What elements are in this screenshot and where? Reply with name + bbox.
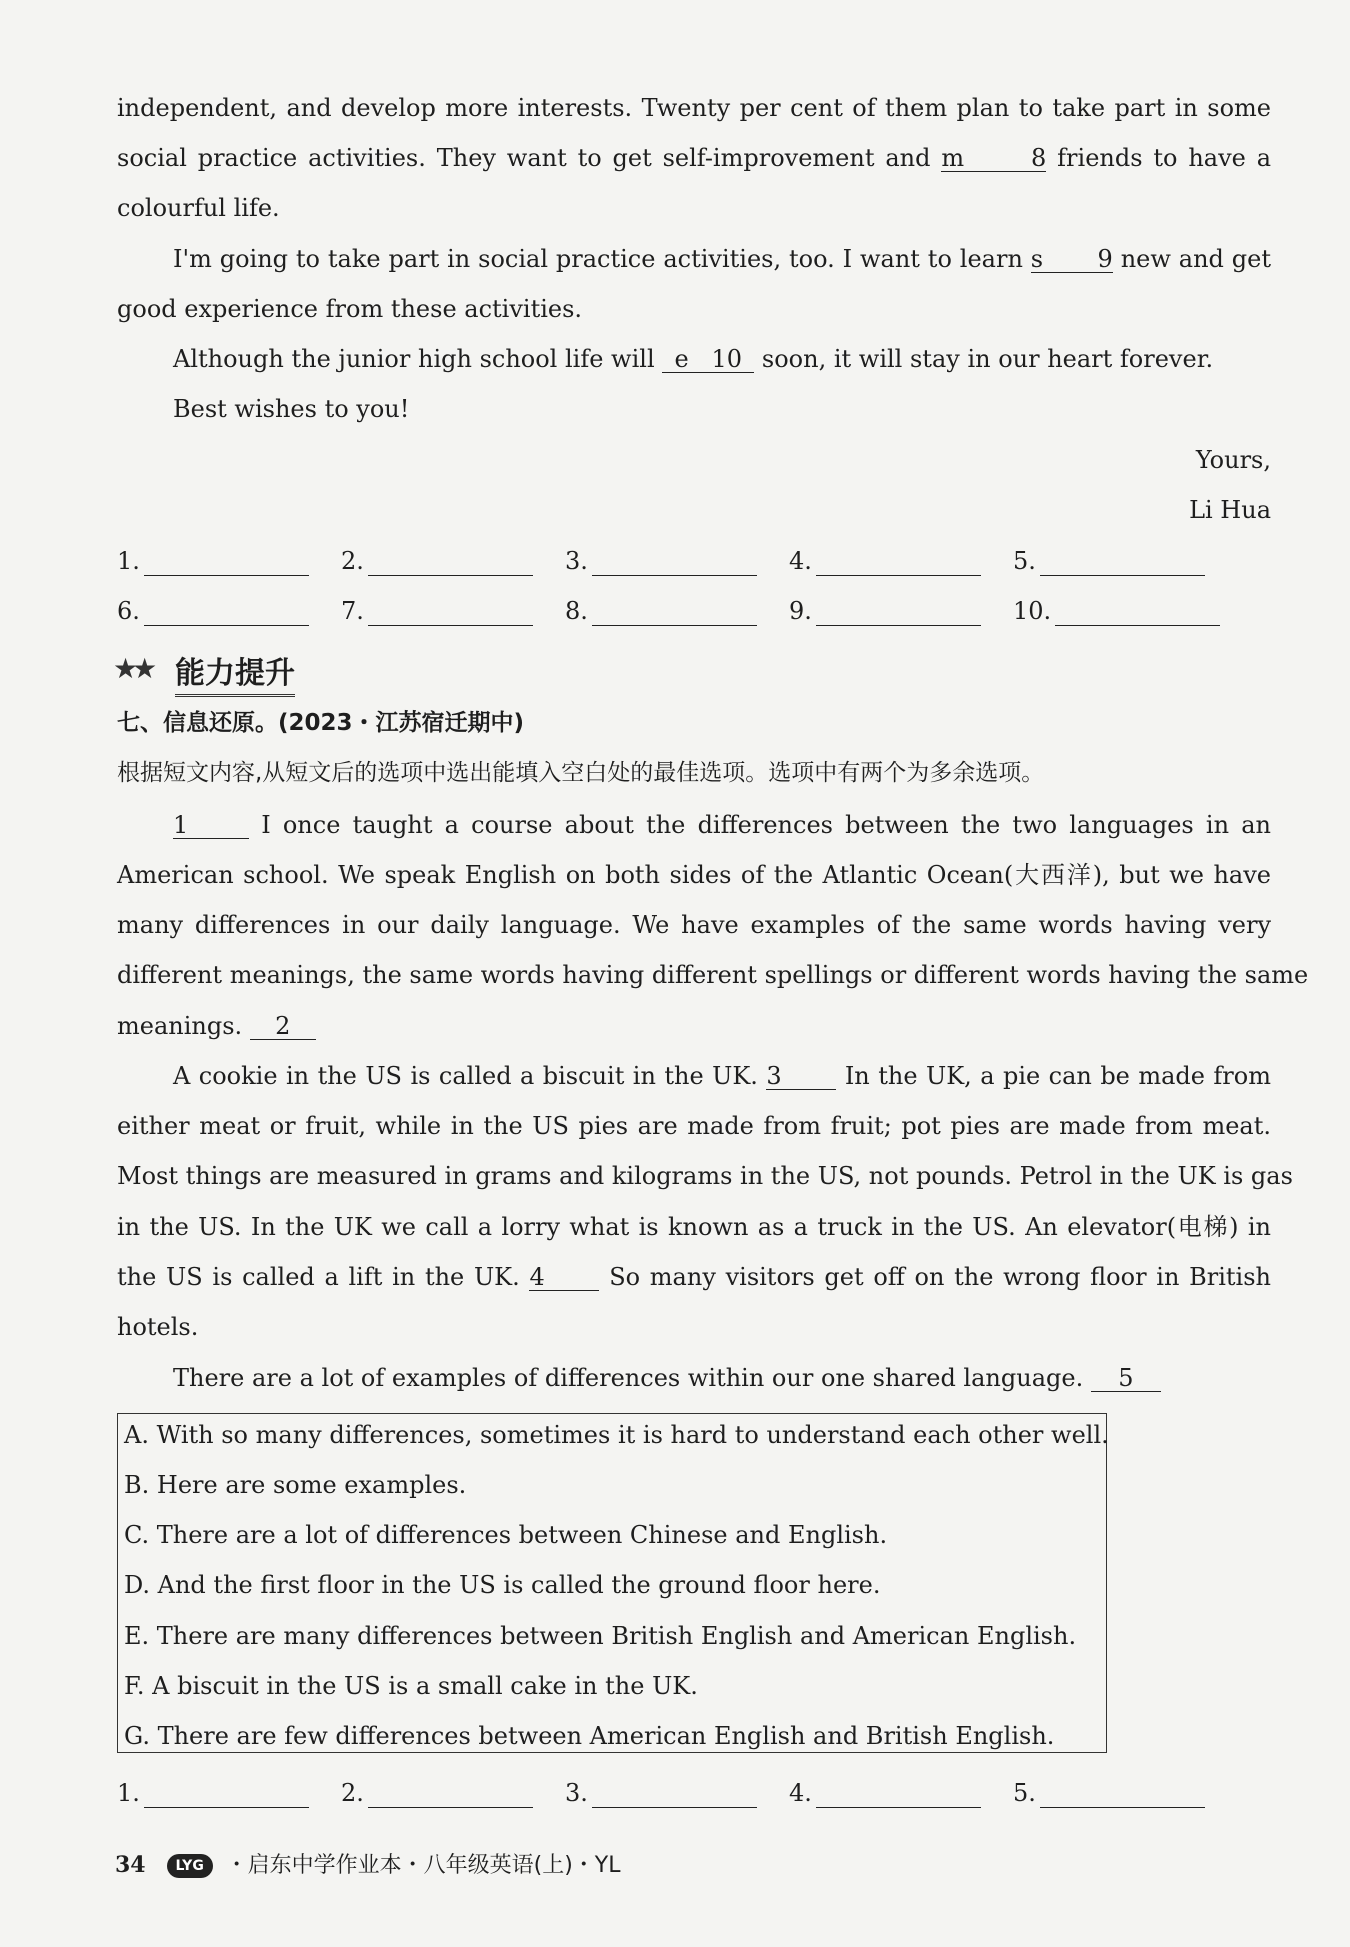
passage-line: A cookie in the US is called a biscuit in the UK. 3 In the UK, a pie can be made from: [173, 1062, 1271, 1090]
letter-line: independent, and develop more interests. Twenty per cent of them plan to take part in some: [117, 94, 1271, 122]
passage-line: American school. We speak English on both sides of the Atlantic Ocean(大西洋), but we have: [117, 861, 1271, 889]
answer-slot[interactable]: 6.: [117, 596, 309, 626]
exercise-heading: 七、信息还原。(2023・江苏宿迁期中): [117, 710, 525, 736]
answer-blank-10[interactable]: e 10: [662, 346, 754, 373]
passage-line: different meanings, the same words having different spellings or different words having the same: [117, 961, 1309, 989]
option-a: A. With so many differences, sometimes it is hard to understand each other well.: [124, 1421, 1109, 1449]
passage-line: There are a lot of examples of differences within our one shared language. 5: [173, 1363, 1271, 1393]
letter-closing: Yours,: [1195, 446, 1271, 474]
passage-line: hotels.: [117, 1313, 199, 1341]
passage-blank-2[interactable]: 2: [250, 1013, 316, 1040]
letter-line: social practice activities. They want to get self-improvement and m 8 friends to have a: [117, 144, 1272, 172]
option-g: G. There are few differences between American English and British English.: [124, 1722, 1055, 1750]
publisher-logo: LYG: [167, 1854, 213, 1878]
answer-slot[interactable]: 1.: [117, 546, 309, 576]
answer-slot[interactable]: 7.: [341, 596, 533, 626]
page-footer: [115, 1848, 621, 1879]
passage-line: either meat or fruit, while in the US pies are made from fruit; pot pies are made from meat.: [117, 1112, 1271, 1140]
passage-blank-1[interactable]: 1: [173, 812, 249, 839]
passage-blank-5[interactable]: 5: [1091, 1365, 1161, 1392]
letter-line: Although the junior high school life will e 10 soon, it will stay in our heart forever.: [173, 345, 1214, 373]
answer-slot[interactable]: 4.: [789, 1778, 981, 1808]
passage-line: the US is called a lift in the UK. 4 So many visitors get off on the wrong floor in British: [117, 1263, 1271, 1291]
answer-slot[interactable]: 3.: [565, 1778, 757, 1808]
answer-slot[interactable]: 5.: [1013, 546, 1205, 576]
answer-slot[interactable]: 2.: [341, 1778, 533, 1808]
answer-slot[interactable]: 8.: [565, 596, 757, 626]
answer-slot[interactable]: 2.: [341, 546, 533, 576]
answer-slot[interactable]: 1.: [117, 1778, 309, 1808]
star-icon: ★★: [113, 652, 152, 685]
letter-line: Best wishes to you!: [173, 395, 410, 423]
option-c: C. There are a lot of differences between Chinese and English.: [124, 1521, 888, 1549]
option-f: F. A biscuit in the US is a small cake in the UK.: [124, 1672, 698, 1700]
section-title: 能力提升: [175, 648, 295, 697]
answer-slot[interactable]: 4.: [789, 546, 981, 576]
book-title: ・启东中学作业本・八年级英语(上)・YL: [225, 1853, 621, 1878]
exercise-instruction: 根据短文内容,从短文后的选项中选出能填入空白处的最佳选项。选项中有两个为多余选项。: [117, 760, 1045, 786]
passage-line: Most things are measured in grams and kilograms in the US, not pounds. Petrol in the UK is gas: [117, 1162, 1293, 1190]
answer-blank-8[interactable]: m 8: [941, 144, 1047, 172]
answer-slot[interactable]: 3.: [565, 546, 757, 576]
letter-signature: Li Hua: [1189, 496, 1271, 524]
answer-slot[interactable]: 10.: [1013, 596, 1220, 626]
passage-blank-4[interactable]: 4: [529, 1264, 599, 1291]
letter-line: colourful life.: [117, 194, 280, 222]
answer-blank-9[interactable]: s 9: [1030, 245, 1113, 273]
options-box: [117, 1413, 1107, 1753]
option-e: E. There are many differences between British English and American English.: [124, 1622, 1077, 1650]
passage-line: in the US. In the UK we call a lorry what is known as a truck in the US. An elevator(电梯) in: [117, 1213, 1271, 1241]
passage-blank-3[interactable]: 3: [766, 1063, 836, 1090]
passage-line: 1 I once taught a course about the differences between the two languages in an: [173, 811, 1271, 839]
letter-line: I'm going to take part in social practice activities, too. I want to learn s 9 new and get: [173, 245, 1271, 273]
option-d: D. And the first floor in the US is called the ground floor here.: [124, 1571, 881, 1599]
page-number: 34: [115, 1852, 146, 1878]
section-header: [113, 648, 323, 692]
option-b: B. Here are some examples.: [124, 1471, 467, 1499]
answer-slot[interactable]: 5.: [1013, 1778, 1205, 1808]
passage-line: meanings. 2: [117, 1011, 1271, 1041]
letter-line: good experience from these activities.: [117, 295, 583, 323]
passage-line: many differences in our daily language. We have examples of the same words having very: [117, 911, 1271, 939]
answer-slot[interactable]: 9.: [789, 596, 981, 626]
